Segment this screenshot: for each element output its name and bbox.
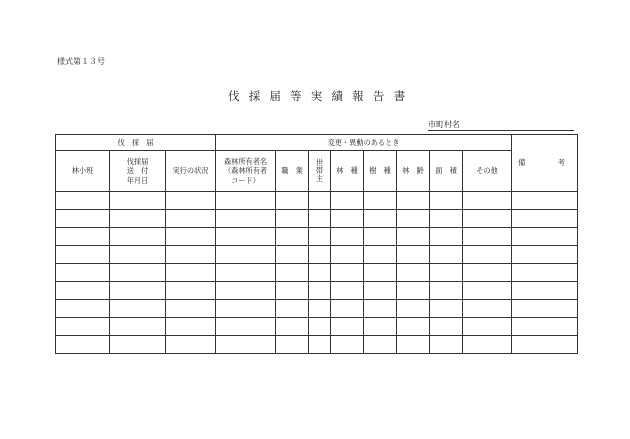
table-cell[interactable] — [512, 336, 578, 354]
table-cell[interactable] — [364, 318, 397, 336]
table-cell[interactable] — [276, 336, 309, 354]
municipality-label: 市町村名 — [428, 120, 460, 129]
header-forest-age: 林 齢 — [397, 151, 430, 192]
table-cell[interactable] — [397, 264, 430, 282]
table-cell[interactable] — [309, 336, 331, 354]
table-cell[interactable] — [331, 300, 364, 318]
table-cell[interactable] — [397, 300, 430, 318]
table-cell[interactable] — [56, 192, 110, 210]
table-cell[interactable] — [397, 336, 430, 354]
header-other: その他 — [463, 151, 512, 192]
table-cell[interactable] — [216, 192, 276, 210]
table-cell[interactable] — [56, 300, 110, 318]
table-cell[interactable] — [463, 282, 512, 300]
table-cell[interactable] — [166, 300, 216, 318]
table-row — [56, 318, 578, 336]
table-cell[interactable] — [110, 246, 166, 264]
header-forest-type: 林 種 — [331, 151, 364, 192]
table-cell[interactable] — [430, 264, 463, 282]
table-cell[interactable] — [430, 210, 463, 228]
table-cell[interactable] — [397, 318, 430, 336]
header-owner: 森林所有者名 （森林所有者 コード） — [216, 151, 276, 192]
table-cell[interactable] — [512, 318, 578, 336]
table-cell[interactable] — [309, 210, 331, 228]
table-cell[interactable] — [512, 210, 578, 228]
table-cell[interactable] — [364, 246, 397, 264]
table-cell[interactable] — [56, 246, 110, 264]
header-tree-species: 樹 種 — [364, 151, 397, 192]
header-occupation: 職 業 — [276, 151, 309, 192]
table-cell[interactable] — [166, 264, 216, 282]
table-cell[interactable] — [276, 228, 309, 246]
table-cell[interactable] — [364, 192, 397, 210]
table-cell[interactable] — [364, 336, 397, 354]
table-cell[interactable] — [397, 192, 430, 210]
table-cell[interactable] — [397, 228, 430, 246]
table-cell[interactable] — [56, 336, 110, 354]
table-row — [56, 336, 578, 354]
table-row — [56, 210, 578, 228]
table-cell[interactable] — [463, 300, 512, 318]
table-cell[interactable] — [216, 210, 276, 228]
table-row — [56, 228, 578, 246]
table-cell[interactable] — [364, 228, 397, 246]
table-cell[interactable] — [276, 300, 309, 318]
header-rinshohan: 林小班 — [56, 151, 110, 192]
table-cell[interactable] — [276, 264, 309, 282]
table-row — [56, 282, 578, 300]
table-cell[interactable] — [309, 318, 331, 336]
table-cell[interactable] — [110, 318, 166, 336]
table-cell[interactable] — [463, 318, 512, 336]
table-cell[interactable] — [216, 264, 276, 282]
table-cell[interactable] — [397, 282, 430, 300]
table-cell[interactable] — [512, 300, 578, 318]
table-row — [56, 192, 578, 210]
table-cell[interactable] — [276, 282, 309, 300]
header-changes-group: 変更・異動のあるとき — [216, 135, 512, 151]
report-table — [55, 134, 578, 354]
table-cell[interactable] — [430, 318, 463, 336]
table-cell[interactable] — [430, 300, 463, 318]
table-cell[interactable] — [463, 264, 512, 282]
table-cell[interactable] — [309, 228, 331, 246]
table-cell[interactable] — [110, 264, 166, 282]
table-cell[interactable] — [216, 318, 276, 336]
table-cell[interactable] — [309, 300, 331, 318]
page-title: 伐採届等実績報告書 — [228, 89, 415, 103]
table-cell[interactable] — [276, 318, 309, 336]
header-notification-date: 伐採届 送 付 年月日 — [110, 151, 166, 192]
table-cell[interactable] — [110, 300, 166, 318]
table-cell[interactable] — [216, 336, 276, 354]
table-cell[interactable] — [430, 228, 463, 246]
table-cell[interactable] — [331, 192, 364, 210]
table-cell[interactable] — [364, 282, 397, 300]
table-cell[interactable] — [216, 228, 276, 246]
table-cell[interactable] — [309, 192, 331, 210]
table-cell[interactable] — [430, 282, 463, 300]
table-cell[interactable] — [56, 318, 110, 336]
table-cell[interactable] — [364, 210, 397, 228]
table-cell[interactable] — [166, 228, 216, 246]
header-area: 面 積 — [430, 151, 463, 192]
table-cell[interactable] — [463, 228, 512, 246]
table-cell[interactable] — [166, 318, 216, 336]
municipality-field[interactable] — [428, 120, 574, 131]
table-cell[interactable] — [216, 246, 276, 264]
table-cell[interactable] — [166, 336, 216, 354]
table-cell[interactable] — [309, 264, 331, 282]
table-cell[interactable] — [512, 228, 578, 246]
table-cell[interactable] — [166, 282, 216, 300]
table-cell[interactable] — [331, 246, 364, 264]
header-household-head: 世帯主 — [315, 157, 324, 184]
table-cell[interactable] — [216, 300, 276, 318]
table-cell[interactable] — [331, 318, 364, 336]
header-implementation: 実行の状況 — [166, 151, 216, 192]
table-row — [56, 246, 578, 264]
table-row — [56, 300, 578, 318]
table-cell[interactable] — [166, 210, 216, 228]
form-number: 様式第１３号 — [57, 57, 105, 66]
table-cell[interactable] — [276, 192, 309, 210]
table-cell[interactable] — [512, 192, 578, 210]
table-cell[interactable] — [110, 228, 166, 246]
table-cell[interactable] — [110, 210, 166, 228]
table-cell[interactable] — [110, 282, 166, 300]
table-cell[interactable] — [512, 282, 578, 300]
table-cell[interactable] — [463, 336, 512, 354]
table-cell[interactable] — [216, 282, 276, 300]
table-cell[interactable] — [331, 264, 364, 282]
table-cell[interactable] — [331, 282, 364, 300]
header-household-head-cell — [309, 151, 331, 192]
table-cell[interactable] — [276, 210, 309, 228]
table-cell[interactable] — [397, 210, 430, 228]
table-cell[interactable] — [56, 264, 110, 282]
table-cell[interactable] — [56, 228, 110, 246]
table-cell[interactable] — [463, 246, 512, 264]
table-cell[interactable] — [512, 246, 578, 264]
table-cell[interactable] — [56, 282, 110, 300]
table-cell[interactable] — [110, 336, 166, 354]
table-cell[interactable] — [331, 336, 364, 354]
header-remarks: 備 考 — [512, 135, 578, 192]
table-cell[interactable] — [309, 246, 331, 264]
table-row — [56, 264, 578, 282]
table-cell[interactable] — [276, 246, 309, 264]
table-cell[interactable] — [56, 210, 110, 228]
table-cell[interactable] — [463, 192, 512, 210]
table-cell[interactable] — [110, 192, 166, 210]
table-cell[interactable] — [430, 336, 463, 354]
table-cell[interactable] — [397, 246, 430, 264]
table-cell[interactable] — [463, 210, 512, 228]
table-cell[interactable] — [309, 282, 331, 300]
table-cell[interactable] — [166, 246, 216, 264]
table-cell[interactable] — [166, 192, 216, 210]
table-cell[interactable] — [364, 264, 397, 282]
table-cell[interactable] — [364, 300, 397, 318]
table-cell[interactable] — [331, 210, 364, 228]
table-cell[interactable] — [512, 264, 578, 282]
table-cell[interactable] — [430, 192, 463, 210]
header-notification-group: 伐 採 届 — [56, 135, 216, 151]
table-cell[interactable] — [331, 228, 364, 246]
table-cell[interactable] — [430, 246, 463, 264]
